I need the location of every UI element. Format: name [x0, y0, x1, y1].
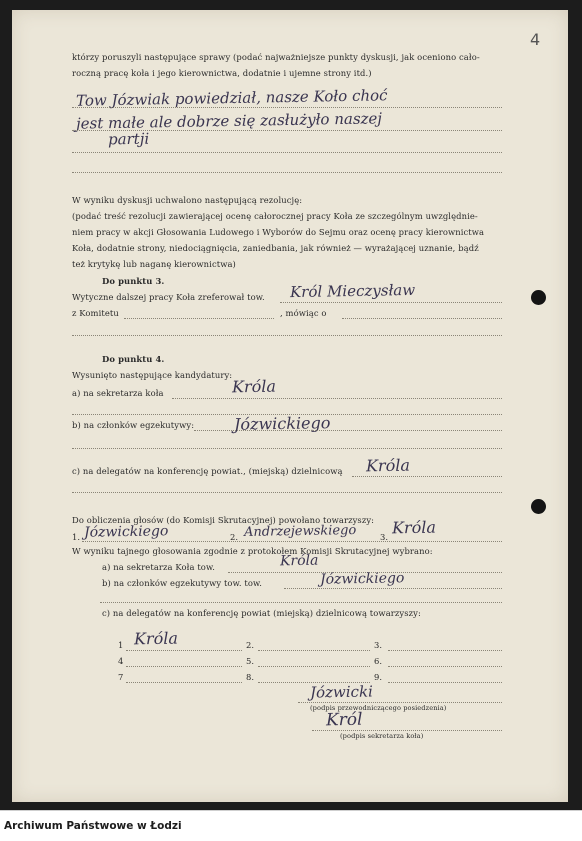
- point-3-rule: [280, 302, 502, 303]
- point-4-rule: [72, 448, 502, 449]
- intro-line-1: którzy poruszyli następujące sprawy (podać najważniejsze punkty dyskusji, jak oceniono cało-: [72, 52, 480, 62]
- delegate-rule: [126, 650, 242, 651]
- count-3-label: 3.: [380, 532, 389, 542]
- document-page: [12, 10, 568, 802]
- delegate-number-9: 9.: [374, 672, 383, 682]
- chair-signature-caption: (podpis przewodniczącego posiedzenia): [310, 704, 447, 712]
- handwritten-discussion-line-3: partji: [107, 129, 150, 149]
- point-4-rule: [172, 398, 502, 399]
- handwritten-delegate-candidate: Króla: [365, 455, 411, 476]
- discussion-rule: [72, 172, 502, 173]
- handwritten-speaker-name: Król Mieczysław: [289, 280, 416, 302]
- page-number: 4: [530, 30, 541, 49]
- delegate-rule: [388, 682, 502, 683]
- discussion-rule: [72, 107, 502, 108]
- delegate-rule: [126, 682, 242, 683]
- handwritten-count-2: Andrzejewskiego: [243, 523, 357, 540]
- count-2-label: 2.: [230, 532, 239, 542]
- delegate-number-2: 2.: [246, 640, 255, 650]
- archive-name: Archiwum Państwowe w Łodzi: [4, 820, 182, 832]
- point-3-line-2b: , mówiąc o: [280, 308, 327, 318]
- point-3-rule: [72, 335, 502, 336]
- point-3-rule: [124, 318, 274, 319]
- point-3-heading: Do punktu 3.: [102, 276, 165, 286]
- resolution-line-4: Koła, dodatnie strony, niedociągnięcia, zaniedbania, jak również — wyrażającej uznanie, bądź: [72, 243, 479, 253]
- delegate-number-6: 6.: [374, 656, 383, 666]
- elect-b-label: b) na członków egzekutywy tow. tow.: [102, 578, 263, 588]
- signature-rule: [312, 730, 502, 731]
- delegate-rule: [126, 666, 242, 667]
- discussion-rule: [72, 152, 502, 153]
- delegate-number-7: 7: [118, 672, 124, 682]
- delegate-rule: [258, 650, 370, 651]
- delegate-number-8: 8.: [246, 672, 255, 682]
- punch-hole-top: [531, 290, 546, 305]
- delegate-rule: [388, 650, 502, 651]
- delegate-number-3: 3.: [374, 640, 383, 650]
- handwritten-count-3: Króla: [391, 517, 437, 538]
- punch-hole-bottom: [531, 499, 546, 514]
- count-rule: [82, 541, 502, 542]
- elect-rule: [100, 602, 502, 603]
- elect-a-label: a) na sekretarza Koła tow.: [102, 562, 215, 572]
- count-1-label: 1.: [72, 532, 81, 542]
- secretary-signature-caption: (podpis sekretarza koła): [340, 732, 424, 740]
- secret-vote-line: W wyniku tajnego głosowania zgodnie z protokołem Komisji Skrutacyjnej wybrano:: [72, 546, 433, 556]
- resolution-line-1: W wyniku dyskusji uchwalono następującą rezolucję:: [72, 195, 303, 205]
- point-4-b-label: b) na członków egzekutywy:: [72, 420, 195, 430]
- chair-signature: Józwicki: [309, 682, 374, 702]
- archive-footer: [0, 810, 582, 841]
- intro-line-2: roczną pracę koła i jego kierownictwa, dodatnie i ujemne strony itd.): [72, 68, 372, 78]
- elect-rule: [284, 588, 502, 589]
- point-4-heading: Do punktu 4.: [102, 354, 165, 364]
- handwritten-discussion-line-1: Tow Józwiak powiedział, nasze Koło choć: [75, 86, 388, 110]
- delegate-rule: [258, 666, 370, 667]
- point-4-rule: [72, 492, 502, 493]
- handwritten-executive-candidate: Józwickiego: [233, 413, 331, 434]
- elect-c-label: c) na delegatów na konferencję powiat (miejską) dzielnicową towarzyszy:: [102, 608, 421, 618]
- delegate-number-4: 4: [118, 656, 124, 666]
- handwritten-elected-secretary: Króla: [279, 552, 319, 570]
- handwritten-count-1: Józwickiego: [83, 523, 169, 541]
- resolution-line-5: też krytykę lub naganę kierownictwa): [72, 259, 236, 269]
- delegate-number-1: 1: [118, 640, 124, 650]
- handwritten-secretary-candidate: Króla: [231, 376, 277, 397]
- delegate-rule: [388, 666, 502, 667]
- point-3-rule: [342, 318, 502, 319]
- resolution-line-3: niem pracy w akcji Głosowania Ludowego i Wyborów do Sejmu oraz ocenę pracy kierownictwa: [72, 227, 485, 237]
- secretary-signature: Król: [325, 709, 363, 731]
- resolution-line-2: (podać treść rezolucji zawierającej ocenę całorocznej pracy Koła ze szczególnym uwzględnie-: [72, 211, 478, 221]
- point-3-line-1: Wytyczne dalszej pracy Koła zreferował tow.: [72, 292, 265, 302]
- handwritten-elected-executive: Józwickiego: [319, 570, 405, 588]
- point-4-intro: Wysunięto następujące kandydatury:: [72, 370, 233, 380]
- signature-rule: [298, 702, 502, 703]
- handwritten-delegate-1: Króla: [133, 628, 179, 649]
- point-4-rule: [352, 476, 502, 477]
- point-4-c-label: c) na delegatów na konferencję powiat., (miejską) dzielnicową: [72, 466, 343, 476]
- count-commission-line: Do obliczenia głosów (do Komisji Skrutacyjnej) powołano towarzyszy:: [72, 515, 375, 525]
- delegate-number-5: 5.: [246, 656, 255, 666]
- point-4-rule: [194, 430, 502, 431]
- point-3-line-2a: z Komitetu: [72, 308, 119, 318]
- point-4-a-label: a) na sekretarza koła: [72, 388, 164, 398]
- handwritten-discussion-line-2: jest małe ale dobrze się zasłużyło naszej: [75, 109, 383, 133]
